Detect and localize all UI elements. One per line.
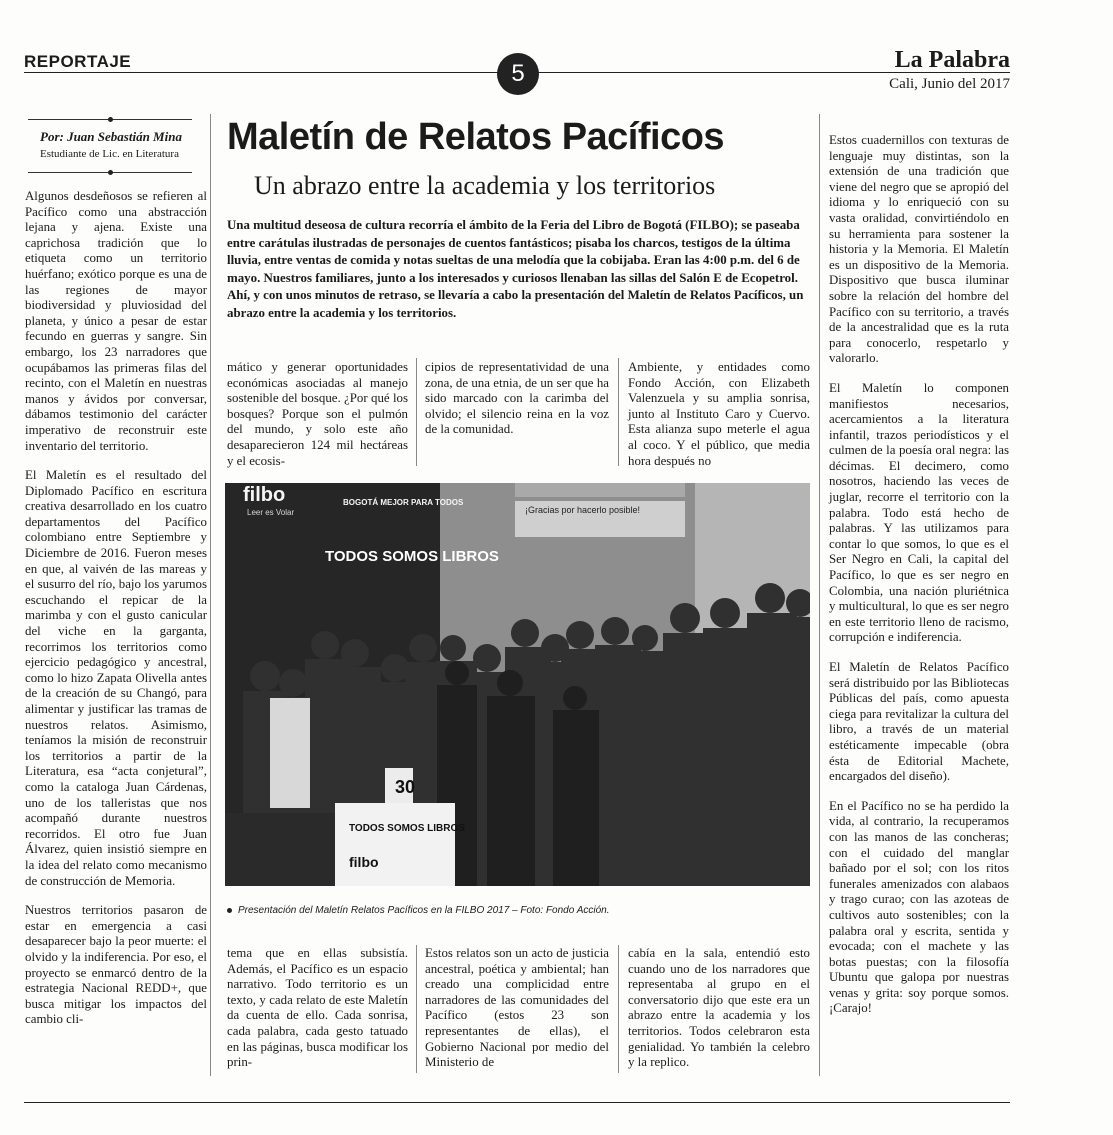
subheadline: Un abrazo entre la academia y los territorios (254, 171, 716, 200)
column-rule (618, 945, 619, 1073)
caption-bullet (227, 908, 232, 913)
column-2-bottom: tema que en ellas subsistía. Además, el Pacífico es un espacio narrativo. Todo territorio es un texto, y cada relato de este Maletín da cuenta de ello. Cada sonrisa, cada palabra, cada gesto tatuado en las páginas, busca modificar los prin- (227, 946, 408, 1070)
page-number: 5 (497, 53, 539, 95)
column-rule (618, 358, 619, 466)
podium-sign: TODOS SOMOS LIBROS (349, 823, 465, 834)
footer-rule (24, 1102, 1010, 1103)
column-rule (416, 358, 417, 466)
masthead: La Palabra (894, 47, 1010, 73)
filbo-logo: filbo (243, 484, 286, 506)
byline-dot-bottom (108, 170, 113, 175)
column-5 (829, 133, 1009, 1017)
filbo-tagline: Leer es Volar (247, 508, 295, 517)
headline: Maletín de Relatos Pacíficos (227, 116, 725, 158)
paragraph: Algunos desdeñosos se refieren al Pacífico como una abstracción lejana y ajena. Existe una caprichosa tradición que lo etiqueta como un territorio huérfano; exótico porque es una de las regiones de mayor biodiversidad y pluviosidad del planeta, y único a pesar de estar fecundo en guerras y sangre. Sin embargo, los 23 narradores que ocupábamos las primeras filas del recinto, con el Maletín en nuestras manos y ávidos por conversar, dábamos testimonio del carácter imperativo de reconstruir este inventario del territorio. (25, 189, 207, 453)
column-rule (819, 114, 820, 1076)
podium-filbo-logo: filbo (349, 854, 379, 870)
banner-text: ¡Gracias por hacerlo posible! (525, 505, 641, 515)
photo-caption: Presentación del Maletín Relatos Pacíficos en la FILBO 2017 – Foto: Fondo Acción. (238, 905, 610, 916)
paragraph: Estos cuadernillos con texturas de lenguaje muy distintas, son la extensión de una tradición que viene del negro que se apropió del idioma y lo enriqueció con su vasta oralidad, convirtiéndolo en su herramienta para sostener la historia y la Memoria. El Maletín es un dispositivo de la Memoria. Dispositivo que busca iluminar sobre la relación del hombre del Pacífico con su territorio, a través de la ancestralidad que es la ruta para conocerlo, respetarlo y valorarlo. (829, 133, 1009, 366)
author-role: Estudiante de Lic. en Literatura (40, 148, 179, 160)
byline-dot-top (108, 117, 113, 122)
section-label: REPORTAJE (24, 52, 132, 71)
column-4-top: Ambiente, y entidades como Fondo Acción, con Elizabeth Valenzuela y su amplia sonrisa, junto al Instituto Caro y Cuervo. Esta alianza supo meterle el agua al coco. Y el público, que media hora después no (628, 360, 810, 468)
todos-somos-libros-sign: TODOS SOMOS LIBROS (325, 548, 499, 565)
lead-paragraph: Una multitud deseosa de cultura recorría el ámbito de la Feria del Libro de Bogotá (FILBO); se paseaba entre carátulas ilustradas de personajes de cuentos fantásticos; pisaba los charcos, testigos de la última lluvia, entre ventas de comida y notas sueltas de una melodía que la cobijaba. Eran las 4:00 p.m. del 6 de mayo. Nuestros familiares, junto a los interesados y curiosos llenaban las sillas del Salón E de Ecopetrol. Ahí, y con unos minutos de retraso, se llevaría a cabo la presentación del Maletín de Relatos Pacíficos, un abrazo entre la academia y los territorios. (227, 218, 804, 320)
column-1 (25, 189, 207, 1028)
paragraph: Nuestros territorios pasaron de estar en emergencia a casi desaparecer bajo la peor muerte: el olvido y la indiferencia. Por eso, el proyecto se enmarcó dentro de la estrategia Nacional REDD+, que busca mitigar los impactos del cambio cli- (25, 903, 207, 1027)
paragraph: El Maletín es el resultado del Diplomado Pacífico en escritura creativa desarrollado en los cuatro departamentos del Pacífico colombiano entre Septiembre y Diciembre de 2016. Fueron meses en que, al vaivén de las mareas y el susurro del río, bajo los yarumos escuchando el repicar de la marimba y con el gusto canicular del viche en la garganta, recorrimos los territorios como ejercicio pedagógico y ancestral, como lo hizo Zapata Olivella antes de la creación de su Changó, para alimentar y justificar las tramas de nuestros relatos. Asimismo, teníamos la misión de reconstruir los territorios a partir de la Literatura, esa “acta conjetural”, como la cataloga Juan Cárdenas, uno de los talleristas que nos acompañó durante nuestros recorridos. El otro fue Juan Álvarez, quien insistió siempre en la idea del relato como mecanismo de construcción de Memoria. (25, 468, 207, 888)
column-rule (210, 114, 211, 1076)
column-2-top: mático y generar oportunidades económicas asociadas al manejo sostenible del bosque. ¿Por qué los bosques? Porque son el pulmón del mundo, y solo este año desaparecieron 124 mil hectáreas y el ecosis- (227, 360, 408, 468)
bogota-sign: BOGOTÁ MEJOR PARA TODOS (343, 498, 464, 507)
paragraph: El Maletín lo componen manifiestos necesarios, acercamientos a la literatura infantil, trazos periodísticos y el culmen de la poesía oral negra: las décimas. El decimero, como nosotros, haciendo las veces de juglar, recorre el territorio con la palabra. Todo está hecho de palabras. Y las utilizamos para contar lo que somos, lo que es el Ser Negro en Cali, la capital del Pacífico, lo que es ser negro en Colombia, una nación pluriétnica y multicultural, lo que es ser negro en este territorio lleno de racismo, corrupción e indiferencia. (829, 380, 1009, 645)
dateline: Cali, Junio del 2017 (889, 76, 1010, 92)
paragraph: En el Pacífico no se ha perdido la vida, al contrario, la recuperamos con las manos de las concheras; con el cuidado del manglar bañado por el sol; con los ritos funerales amenizados con alabaos y trago curao; con las azoteas de cultivos auto sostenibles; con la palabra oral y escrita, sentida y evocada; con el machete y las botas puestas; con la filosofía Ubuntu que galopa por nuestras venas y grita: soy porque somos. ¡Carajo! (829, 798, 1009, 1016)
column-3-bottom: Estos relatos son un acto de justicia ancestral, poética y ambiental; han creado una complicidad entre narradores de las comunidades del Pacífico (estos 23 son representantes de ellas), el Gobierno Nacional por medio del Ministerio de (425, 946, 609, 1070)
column-rule (416, 945, 417, 1073)
event-photo (225, 483, 810, 886)
podium-number: 30 (395, 777, 416, 797)
column-3-top: cipios de representatividad de una zona, de una etnia, de un ser que ha sido marcado con la carimba del olvido; el silencio reina en la voz de la comunidad. (425, 360, 609, 437)
paragraph: El Maletín de Relatos Pacífico será distribuido por las Bibliotecas Públicas del país, como apuesta ciega para revitalizar la cultura del libro, a través de un material estéticamente impecable (obra ésta de Editorial Machete, encargados del diseño). (829, 660, 1009, 784)
author-name: Por: Juan Sebastián Mina (40, 129, 182, 144)
column-4-bottom: cabía en la sala, entendió esto cuando uno de los narradores que representaba al grupo en el conversatorio dijo que este era un abrazo entre la academia y los territorios. Todos celebraron esta genialidad. Yo también la celebro y la replico. (628, 946, 810, 1070)
